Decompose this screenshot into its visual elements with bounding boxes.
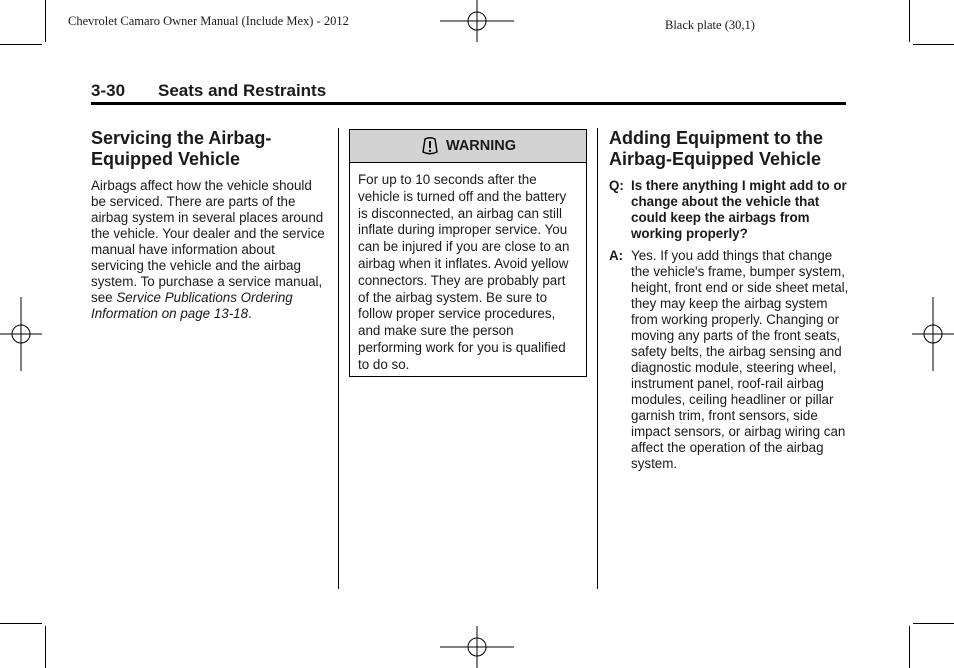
warning-title: WARNING [445, 138, 517, 154]
answer-text: Yes. If you add things that change the vehicle's frame, bumper system, height, front end or side sheet metal, they may keep the airbag system from working properly. Changing or moving any parts of the front seats, safety belts, the airbag sensing and diagnostic module, steering wheel, instrument panel, roof-rail airbag modules, ceiling headliner or pillar garnish trim, front sensors, side impact sensors, or airbag wiring can affect the operation of the airbag system. [631, 248, 849, 471]
column-adding-equipment [609, 128, 849, 472]
heading-adding-equipment: Adding Equipment to the Airbag-Equipped Vehicle [609, 128, 823, 169]
registration-mark-top [440, 0, 514, 42]
question-block [609, 178, 849, 242]
registration-mark-bottom [440, 626, 514, 668]
question-label: Q: [609, 178, 624, 193]
heading-servicing: Servicing the Airbag-Equipped Vehicle [91, 128, 272, 169]
warning-text: For up to 10 seconds after the vehicle is turned off and the battery is disconnected, an airbag can still inflate during improper service. You can be injured if you are close to an airbag when it inflates. Avoid yellow connectors. They are probably part of the airbag system. Be sure to follow proper service procedures, and make sure the person performing work for you is qualified to do so. [358, 172, 570, 372]
print-header-plate: Black plate (30,1) [665, 18, 755, 32]
warning-header [350, 130, 586, 163]
crop-mark [909, 626, 910, 668]
warning-box [349, 129, 587, 377]
section-rule [91, 102, 846, 105]
service-publications-link[interactable]: Service Publications Ordering Information on page 13-18 [91, 290, 293, 321]
servicing-end: . [248, 306, 252, 321]
crop-mark [913, 623, 954, 624]
registration-mark-left [0, 297, 42, 371]
answer-block [609, 248, 849, 472]
registration-mark-right [912, 297, 954, 371]
column-divider [597, 128, 598, 589]
servicing-body: Airbags affect how the vehicle should be serviced. There are parts of the airbag system in several places around the vehicle. Your dealer and the service manual have information about servicing the vehicle and the airbag system. To purchase a service manual, see [91, 178, 325, 305]
column-divider [338, 128, 339, 589]
column-servicing [91, 128, 327, 322]
crop-mark [0, 623, 42, 624]
crop-mark [45, 0, 46, 42]
section-title: Seats and Restraints [158, 81, 327, 100]
answer-label: A: [609, 248, 624, 263]
question-text: Is there anything I might add to or change about the vehicle that could keep the airbags from working properly? [631, 178, 847, 241]
section-header [91, 81, 846, 101]
crop-mark [913, 44, 954, 45]
warning-exclamation-icon [420, 137, 440, 155]
servicing-paragraph [91, 178, 327, 322]
print-header-title: Chevrolet Camaro Owner Manual (Include Mex) - 2012 [68, 14, 349, 28]
page-number: 3-30 [91, 81, 126, 100]
crop-mark [0, 44, 42, 45]
crop-mark [45, 626, 46, 668]
crop-mark [909, 0, 910, 42]
